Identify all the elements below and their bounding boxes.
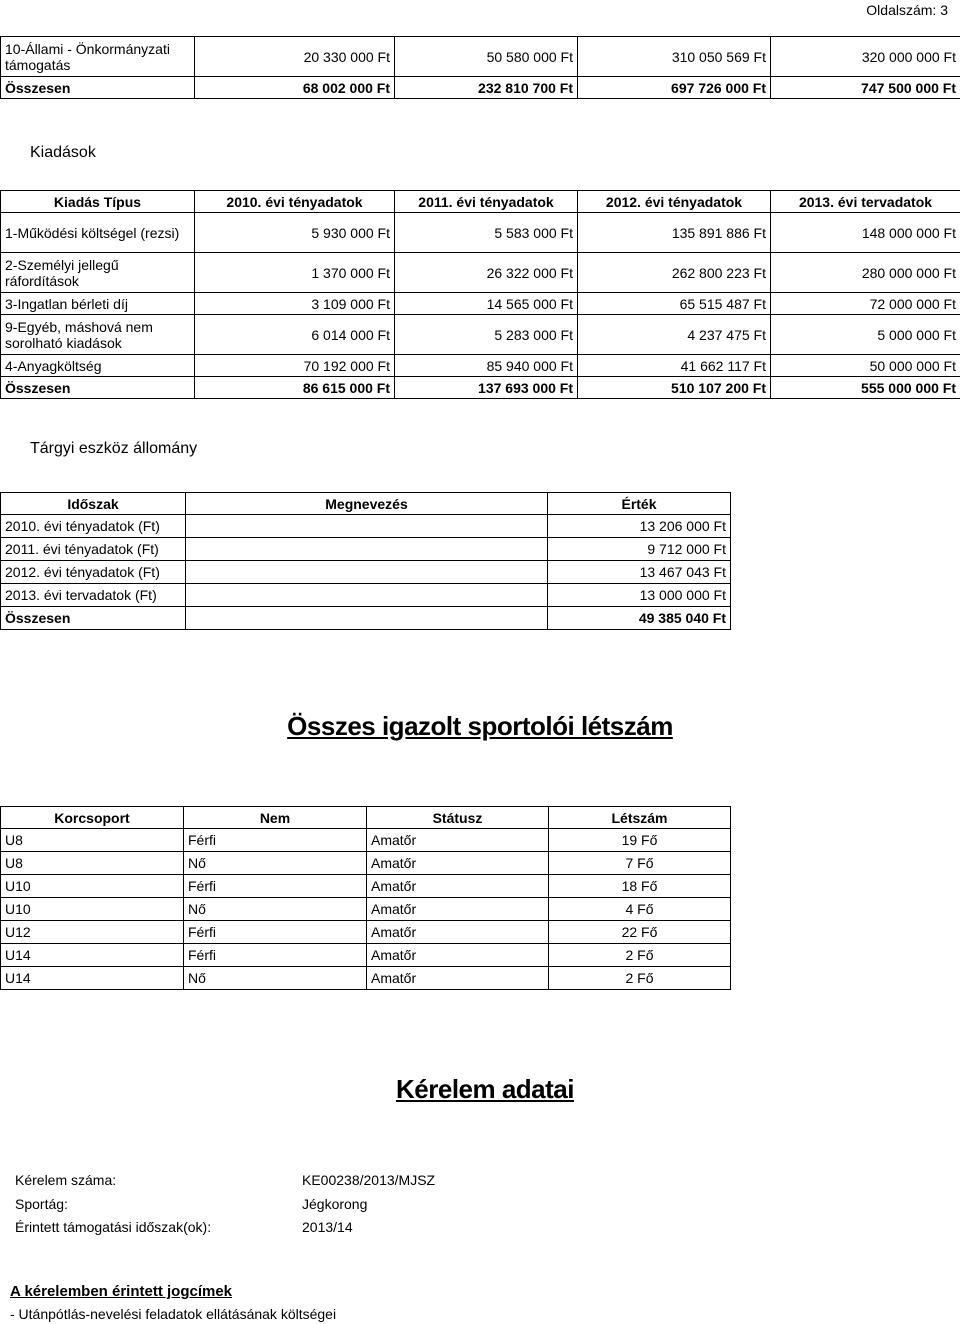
total-row <box>1 77 960 99</box>
cell-2012: 41 662 117 Ft <box>578 355 771 377</box>
sex-cell: Férfi <box>184 944 367 967</box>
table-row <box>1 37 960 77</box>
cell-2013: 320 000 000 Ft <box>771 37 960 77</box>
value-cell: 13 000 000 Ft <box>548 584 731 607</box>
cell-2011: 5 283 000 Ft <box>395 315 578 355</box>
table-row <box>1 921 731 944</box>
name-cell <box>186 538 548 561</box>
age-cell: U14 <box>1 967 184 990</box>
age-cell: U10 <box>1 875 184 898</box>
cell-2010: 6 014 000 Ft <box>195 315 395 355</box>
status-cell: Amatőr <box>367 898 549 921</box>
athletes-table <box>0 806 731 990</box>
cell-2013: 280 000 000 Ft <box>771 253 960 293</box>
expenses-table <box>0 190 960 399</box>
table-row <box>1 355 960 377</box>
age-cell: U8 <box>1 829 184 852</box>
age-cell: U10 <box>1 898 184 921</box>
cell-2010: 5 930 000 Ft <box>195 213 395 253</box>
row-label: 9-Egyéb, máshová nem sorolható kiadások <box>1 315 195 355</box>
expenses-title: Kiadások <box>30 144 96 161</box>
table-row <box>1 315 960 355</box>
request-field-label: Kérelem száma: <box>15 1172 117 1188</box>
cell-2012: 65 515 487 Ft <box>578 293 771 315</box>
cell-2012: 310 050 569 Ft <box>578 37 771 77</box>
legal-title: A kérelemben érintett jogcímek <box>10 1283 233 1300</box>
cell-2013: 72 000 000 Ft <box>771 293 960 315</box>
table-row <box>1 213 960 253</box>
table-row <box>1 293 960 315</box>
age-cell: U14 <box>1 944 184 967</box>
cell-2012: 135 891 886 Ft <box>578 213 771 253</box>
col-header: 2010. évi tényadatok <box>195 191 395 213</box>
name-cell <box>186 607 548 630</box>
total-2012: 510 107 200 Ft <box>578 377 771 399</box>
request-field-label: Sportág: <box>15 1196 68 1212</box>
col-header: Kiadás Típus <box>1 191 195 213</box>
count-cell: 18 Fő <box>549 875 731 898</box>
period-cell: 2011. évi tényadatok (Ft) <box>1 538 186 561</box>
value-cell: 13 206 000 Ft <box>548 515 731 538</box>
cell-2013: 148 000 000 Ft <box>771 213 960 253</box>
sex-cell: Férfi <box>184 829 367 852</box>
total-2011: 232 810 700 Ft <box>395 77 578 99</box>
total-row <box>1 607 731 630</box>
athletes-title: Összes igazolt sportolói létszám <box>287 711 673 741</box>
status-cell: Amatőr <box>367 967 549 990</box>
cell-2012: 262 800 223 Ft <box>578 253 771 293</box>
age-cell: U12 <box>1 921 184 944</box>
status-cell: Amatőr <box>367 852 549 875</box>
cell-2010: 1 370 000 Ft <box>195 253 395 293</box>
cell-2011: 26 322 000 Ft <box>395 253 578 293</box>
col-header-period: Időszak <box>1 493 186 515</box>
cell-2010: 3 109 000 Ft <box>195 293 395 315</box>
count-cell: 22 Fő <box>549 921 731 944</box>
row-label: 4-Anyagköltség <box>1 355 195 377</box>
cell-2011: 50 580 000 Ft <box>395 37 578 77</box>
total-2010: 86 615 000 Ft <box>195 377 395 399</box>
header-row <box>1 807 731 829</box>
total-2012: 697 726 000 Ft <box>578 77 771 99</box>
period-cell: 2013. évi tervadatok (Ft) <box>1 584 186 607</box>
value-cell: 9 712 000 Ft <box>548 538 731 561</box>
table-row <box>1 875 731 898</box>
header-row <box>1 493 731 515</box>
status-cell: Amatőr <box>367 875 549 898</box>
col-header-status: Státusz <box>367 807 549 829</box>
status-cell: Amatőr <box>367 921 549 944</box>
total-label: Összesen <box>1 607 186 630</box>
cell-2013: 50 000 000 Ft <box>771 355 960 377</box>
cell-2013: 5 000 000 Ft <box>771 315 960 355</box>
status-cell: Amatőr <box>367 829 549 852</box>
period-cell: 2012. évi tényadatok (Ft) <box>1 561 186 584</box>
legal-item: - Utánpótlás-nevelési feladatok ellátásának költségei <box>10 1306 337 1322</box>
cell-2011: 14 565 000 Ft <box>395 293 578 315</box>
assets-table <box>0 492 731 630</box>
table-row <box>1 967 731 990</box>
income-tail-table <box>0 36 960 99</box>
sex-cell: Nő <box>184 898 367 921</box>
period-cell: 2010. évi tényadatok (Ft) <box>1 515 186 538</box>
sport-value: Jégkorong <box>302 1196 368 1212</box>
name-cell <box>186 561 548 584</box>
period-value: 2013/14 <box>302 1219 353 1235</box>
total-row <box>1 377 960 399</box>
sex-cell: Férfi <box>184 875 367 898</box>
sex-cell: Nő <box>184 852 367 875</box>
table-row <box>1 852 731 875</box>
row-label: 3-Ingatlan bérleti díj <box>1 293 195 315</box>
cell-2011: 5 583 000 Ft <box>395 213 578 253</box>
total-2013: 747 500 000 Ft <box>771 77 960 99</box>
table-row <box>1 944 731 967</box>
table-row <box>1 584 731 607</box>
request-number-value: KE00238/2013/MJSZ <box>302 1172 436 1188</box>
sex-cell: Férfi <box>184 921 367 944</box>
col-header: 2011. évi tényadatok <box>395 191 578 213</box>
age-cell: U8 <box>1 852 184 875</box>
table-row <box>1 898 731 921</box>
count-cell: 19 Fő <box>549 829 731 852</box>
total-label: Összesen <box>1 77 195 99</box>
count-cell: 4 Fő <box>549 898 731 921</box>
col-header-name: Megnevezés <box>186 493 548 515</box>
value-cell: 13 467 043 Ft <box>548 561 731 584</box>
name-cell <box>186 584 548 607</box>
row-label: 10-Állami - Önkormányzati támogatás <box>1 37 195 77</box>
col-header: 2012. évi tényadatok <box>578 191 771 213</box>
table-row <box>1 538 731 561</box>
total-2011: 137 693 000 Ft <box>395 377 578 399</box>
status-cell: Amatőr <box>367 944 549 967</box>
cell-2010: 20 330 000 Ft <box>195 37 395 77</box>
count-cell: 7 Fő <box>549 852 731 875</box>
total-2010: 68 002 000 Ft <box>195 77 395 99</box>
assets-title: Tárgyi eszköz állomány <box>30 440 198 457</box>
page-number: Oldalszám: 3 <box>866 2 948 18</box>
col-header-sex: Nem <box>184 807 367 829</box>
table-row <box>1 561 731 584</box>
col-header-age: Korcsoport <box>1 807 184 829</box>
cell-2010: 70 192 000 Ft <box>195 355 395 377</box>
total-label: Összesen <box>1 377 195 399</box>
table-row <box>1 253 960 293</box>
row-label: 1-Működési költségel (rezsi) <box>1 213 195 253</box>
sex-cell: Nő <box>184 967 367 990</box>
col-header: 2013. évi tervadatok <box>771 191 960 213</box>
row-label: 2-Személyi jellegű ráfordítások <box>1 253 195 293</box>
table-row <box>1 829 731 852</box>
table-row <box>1 515 731 538</box>
total-value: 49 385 040 Ft <box>548 607 731 630</box>
request-field-label: Érintett támogatási időszak(ok): <box>15 1219 212 1235</box>
count-cell: 2 Fő <box>549 944 731 967</box>
name-cell <box>186 515 548 538</box>
count-cell: 2 Fő <box>549 967 731 990</box>
cell-2011: 85 940 000 Ft <box>395 355 578 377</box>
header-row <box>1 191 960 213</box>
col-header-count: Létszám <box>549 807 731 829</box>
col-header-value: Érték <box>548 493 731 515</box>
request-title: Kérelem adatai <box>396 1074 574 1104</box>
total-2013: 555 000 000 Ft <box>771 377 960 399</box>
cell-2012: 4 237 475 Ft <box>578 315 771 355</box>
